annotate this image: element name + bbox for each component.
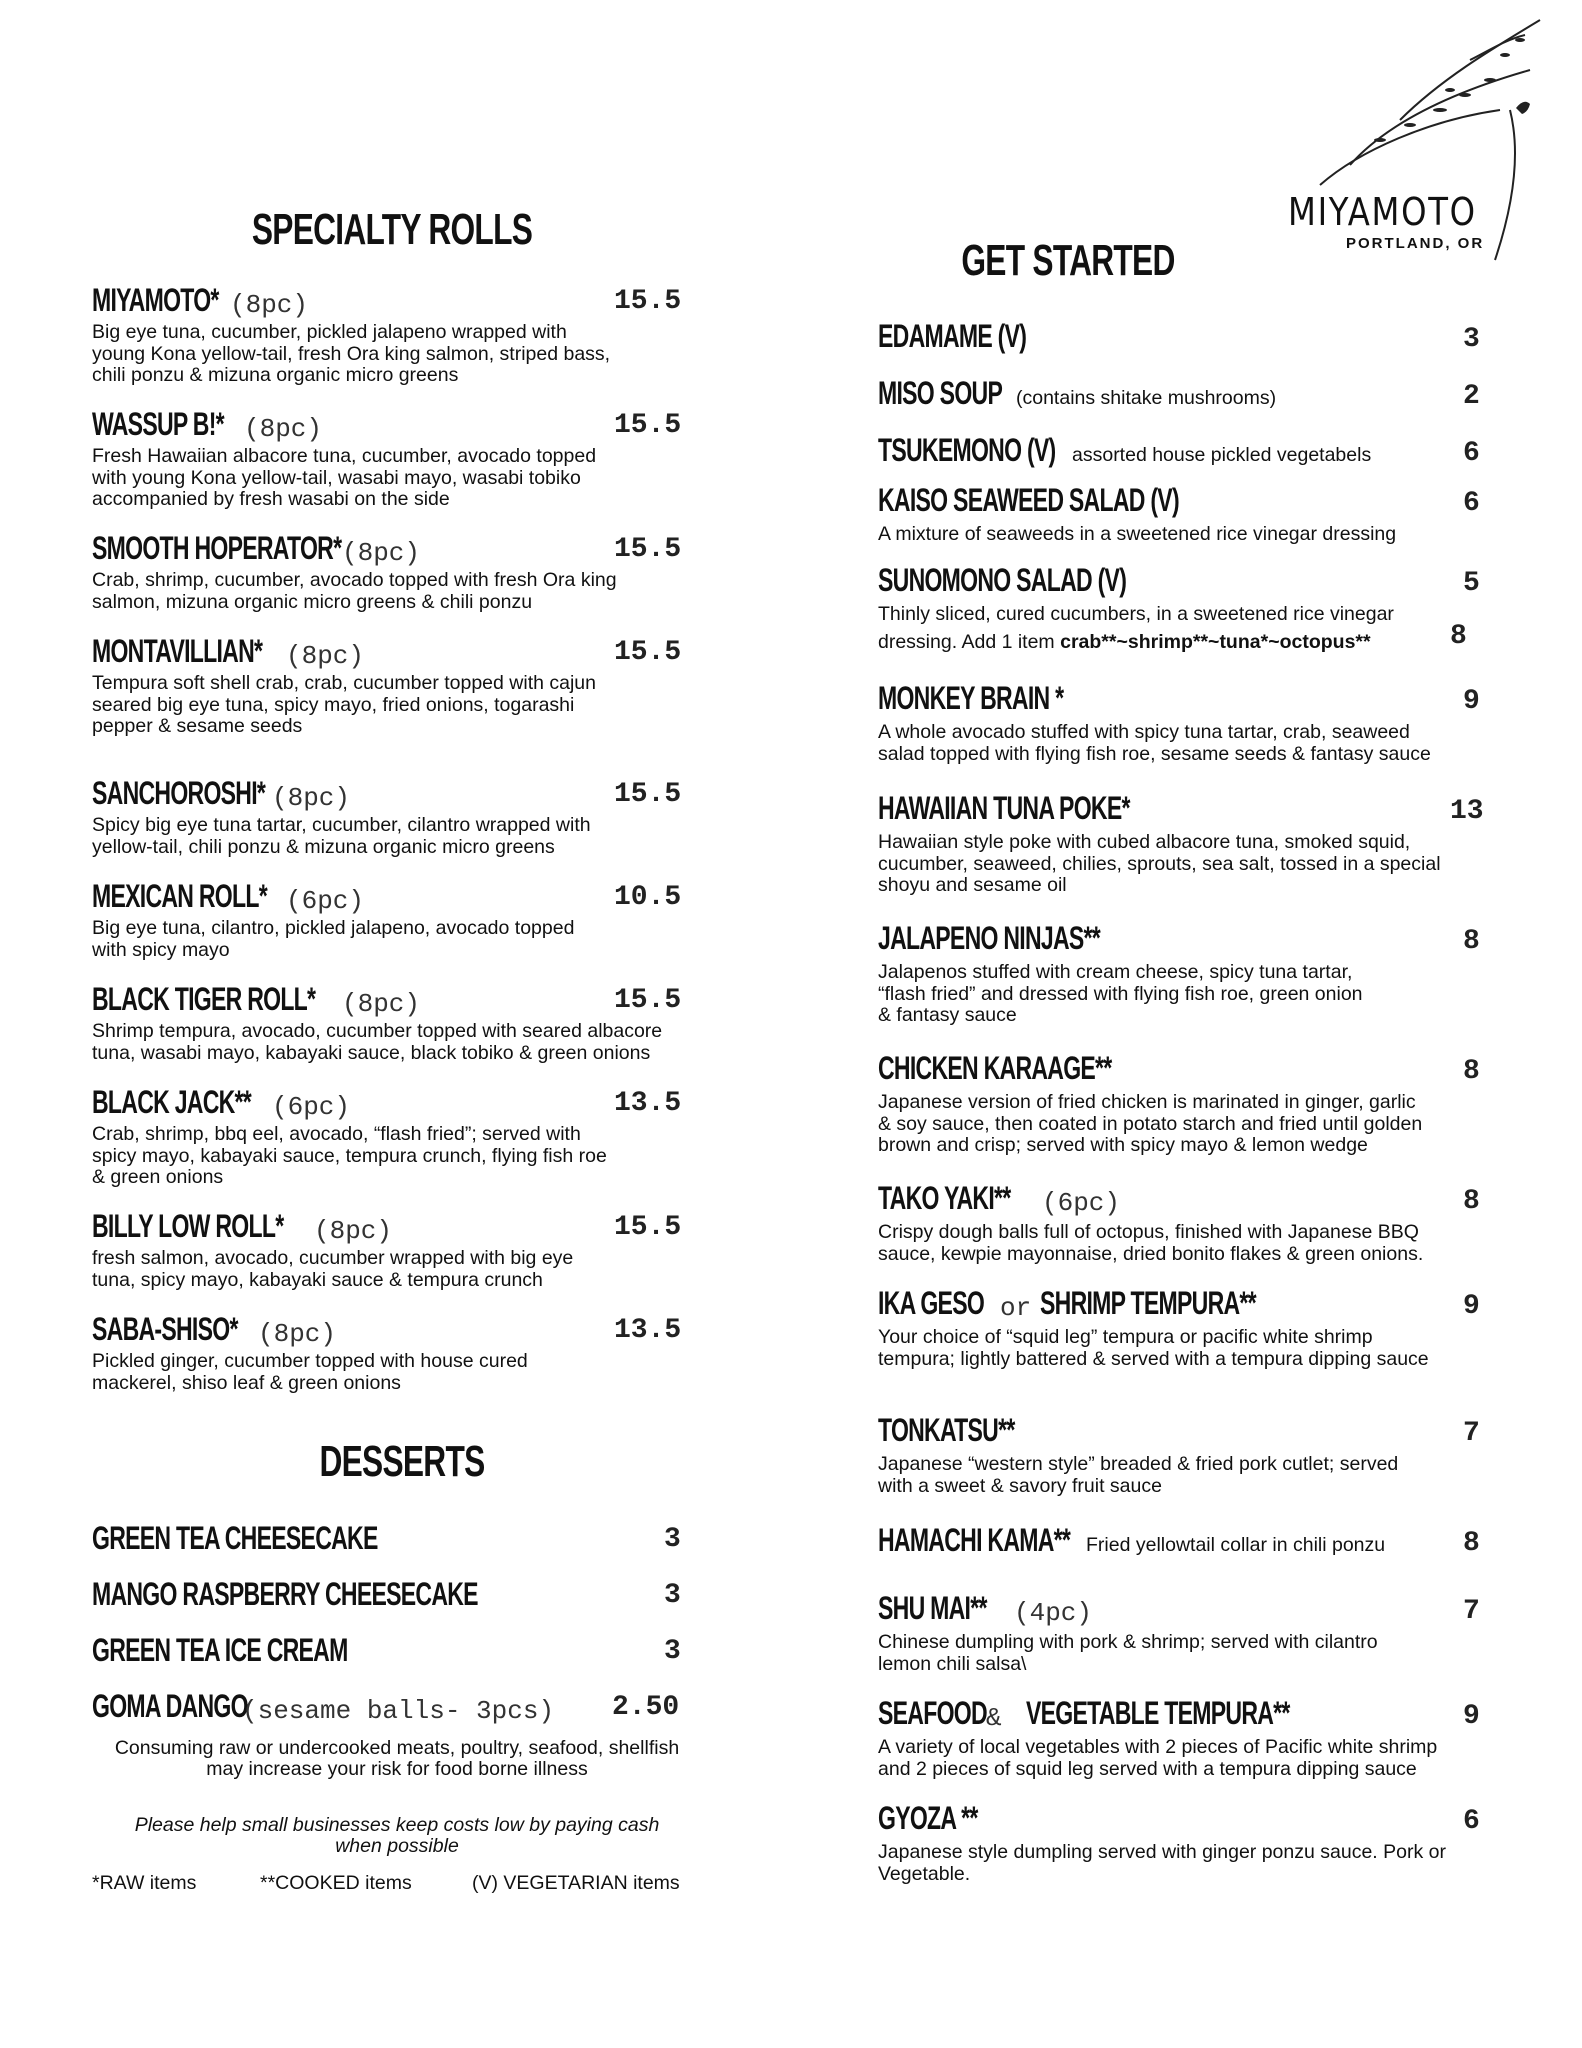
item-name: JALAPENO NINJAS** [878, 920, 1101, 956]
description-line: Hawaiian style poke with cubed albacore tuna, smoked squid, [878, 831, 1411, 853]
item-conjunction: or [1000, 1293, 1032, 1323]
logo-name: MIYAMOTO [1288, 190, 1477, 234]
item-price: 6 [1463, 438, 1480, 469]
item-header [92, 1632, 447, 1669]
description-line: Pickled ginger, cucumber topped with house cured [92, 1350, 528, 1372]
cash-note [92, 1815, 702, 1857]
item-name: BILLY LOW ROLL* [92, 1208, 284, 1244]
item-price: 7 [1463, 1596, 1480, 1627]
item-name: MIYAMOTO* [92, 282, 219, 318]
description-line: with young Kona yellow-tail, wasabi mayo, wasabi tobiko [92, 466, 581, 489]
item-description [878, 1092, 1488, 1157]
item-name: KAISO SEAWEED SALAD (V) [878, 482, 1179, 518]
item-price: 7 [1463, 1418, 1480, 1449]
item-name: SHU MAI** [878, 1590, 987, 1626]
item-header [878, 432, 1372, 469]
description-line: & green onions [92, 1166, 224, 1188]
description-line: yellow-tail, chili ponzu & mizuna organic micro greens [92, 835, 555, 858]
item-pieces: (8pc) [314, 1216, 393, 1246]
item-name: SMOOTH HOPERATOR* [92, 530, 342, 566]
item-name: MISO SOUP [878, 375, 1003, 411]
item-name: MONKEY BRAIN * [878, 680, 1064, 716]
description-line: Crab, shrimp, cucumber, avocado topped with fresh Ora king [92, 569, 617, 591]
item-header [878, 1180, 1121, 1218]
item-price: 15.5 [614, 410, 682, 441]
item-pieces: (8pc) [272, 783, 351, 813]
item-name: CHICKEN KARAAGE** [878, 1050, 1112, 1086]
item-header [92, 981, 421, 1019]
description-line: Vegetable. [878, 1862, 971, 1885]
item-header [878, 375, 1277, 412]
description-line: brown and crisp; served with spicy mayo & lemon wedge [878, 1134, 1368, 1156]
logo-location: PORTLAND, OR [1346, 235, 1485, 252]
item-header [878, 1800, 1016, 1837]
item-description [92, 322, 712, 387]
item-name: IKA GESO [878, 1285, 985, 1321]
item-description [878, 524, 1488, 546]
item-price: 9 [1463, 1291, 1480, 1322]
description-line: fresh salmon, avocado, cucumber wrapped with big eye [92, 1247, 574, 1269]
item-name: SEAFOOD [878, 1695, 987, 1731]
item-conjunction: & [986, 1703, 1002, 1733]
item-header [878, 1590, 1093, 1628]
item-name: HAWAIIAN TUNA POKE* [878, 790, 1130, 826]
item-name: MONTAVILLIAN* [92, 633, 263, 669]
item-header [92, 1520, 489, 1557]
item-name: GOMA DANGO [92, 1688, 248, 1724]
item-description [92, 1124, 712, 1189]
item-description [878, 1222, 1488, 1265]
item-header [878, 1412, 1068, 1449]
item-name: GREEN TEA CHEESECAKE [92, 1520, 378, 1556]
item-price: 15.5 [614, 534, 682, 565]
item-header [92, 282, 309, 320]
item-price: 8 [1463, 1186, 1480, 1217]
description-line: tuna, wasabi mayo, kabayaki sauce, black tobiko & green onions [92, 1041, 651, 1064]
item-header [92, 1084, 351, 1122]
item-name: GREEN TEA ICE CREAM [92, 1632, 348, 1668]
description-line: Big eye tuna, cilantro, pickled jalapeno, avocado topped [92, 917, 575, 939]
item-price: 13.5 [614, 1315, 682, 1346]
legend-vegetarian: (V) VEGETARIAN items [472, 1872, 680, 1894]
item-name-second: VEGETABLE TEMPURA** [1026, 1695, 1290, 1731]
item-price: 10.5 [614, 882, 682, 913]
item-header [92, 878, 365, 916]
item-name: WASSUP B!* [92, 406, 224, 442]
item-header [878, 1285, 1256, 1323]
description-line: Crispy dough balls full of octopus, finished with Japanese BBQ [878, 1221, 1419, 1243]
item-name: HAMACHI KAMA** [878, 1522, 1071, 1558]
description-line: spicy mayo, kabayaki sauce, tempura crunch, flying fish roe [92, 1144, 607, 1167]
description-line: Crab, shrimp, bbq eel, avocado, “flash fried”; served with [92, 1123, 581, 1145]
item-pieces: (6pc) [272, 1092, 351, 1122]
description-line: with a sweet & savory fruit sauce [878, 1474, 1162, 1497]
item-header [878, 1695, 1290, 1733]
description-line: Chinese dumpling with pork & shrimp; served with cilantro [878, 1631, 1378, 1653]
add-on-text: dressing. Add 1 item [878, 630, 1061, 653]
item-price: 15.5 [614, 779, 682, 810]
item-pieces: (8pc) [342, 989, 421, 1019]
item-price: 3 [664, 1580, 681, 1611]
get-started-title: GET STARTED [961, 236, 1175, 285]
description-line: Big eye tuna, cucumber, pickled jalapeno wrapped with [92, 321, 567, 343]
item-note: (sesame balls- 3pcs) [242, 1696, 555, 1726]
item-name: MEXICAN ROLL* [92, 878, 267, 914]
item-description [92, 673, 712, 738]
cash-note-line: when possible [335, 1835, 459, 1857]
description-line: salad topped with flying fish roe, sesame seeds & fantasy sauce [878, 742, 1431, 765]
description-line: Your choice of “squid leg” tempura or pacific white shrimp [878, 1326, 1373, 1348]
item-pieces: (8pc) [258, 1319, 337, 1349]
description-line: Spicy big eye tuna tartar, cucumber, cilantro wrapped with [92, 814, 591, 836]
item-price: 13 [1450, 796, 1484, 827]
item-header [92, 1576, 628, 1613]
desserts-title: DESSERTS [319, 1437, 485, 1486]
item-price: 8 [1463, 1056, 1480, 1087]
item-name: BLACK JACK** [92, 1084, 252, 1120]
description-line: Japanese “western style” breaded & fried pork cutlet; served [878, 1453, 1399, 1475]
description-line: A mixture of seaweeds in a sweetened rice vinegar dressing [878, 523, 1397, 545]
item-description [878, 1842, 1488, 1885]
item-name: SABA-SHISO* [92, 1311, 238, 1347]
item-name-second: SHRIMP TEMPURA** [1040, 1285, 1256, 1321]
item-price: 9 [1463, 686, 1480, 717]
item-price: 6 [1463, 488, 1480, 519]
item-header [92, 530, 438, 567]
description-line: A whole avocado stuffed with spicy tuna tartar, crab, seaweed [878, 721, 1410, 743]
description-line: lemon chili salsa\ [878, 1652, 1027, 1675]
item-name: MANGO RASPBERRY CHEESECAKE [92, 1576, 478, 1612]
description-line: salmon, mizuna organic micro greens & chili ponzu [92, 590, 533, 613]
warning-line: Consuming raw or undercooked meats, poultry, seafood, shellfish [114, 1737, 680, 1759]
item-header [878, 680, 1135, 717]
item-price: 15.5 [614, 637, 682, 668]
item-price: 15.5 [614, 286, 682, 317]
description-line: chili ponzu & mizuna organic micro greens [92, 364, 459, 386]
description-line: mackerel, shiso leaf & green onions [92, 1371, 401, 1394]
description-line: and 2 pieces of squid leg served with a tempura dipping sauce [878, 1757, 1417, 1780]
cash-note-line: Please help small businesses keep costs low by paying cash [134, 1814, 660, 1836]
item-name: GYOZA ** [878, 1800, 978, 1836]
item-price: 8 [1463, 1528, 1480, 1559]
item-price: 13.5 [614, 1088, 682, 1119]
item-header [878, 318, 1084, 355]
item-description [92, 570, 712, 613]
item-name: SUNOMONO SALAD (V) [878, 562, 1127, 598]
item-price: 8 [1463, 926, 1480, 957]
item-name: SANCHOROSHI* [92, 775, 266, 811]
item-name: TONKATSU** [878, 1412, 1015, 1448]
item-header [92, 1311, 337, 1349]
item-header [92, 1208, 393, 1246]
description-line: young Kona yellow-tail, fresh Ora king salmon, striped bass, [92, 342, 611, 365]
item-header [92, 633, 365, 671]
item-price: 6 [1463, 1806, 1480, 1837]
item-header [878, 1522, 1386, 1559]
item-pieces: (6pc) [1042, 1188, 1121, 1218]
description-line: & soy sauce, then coated in potato starch and fried until golden [878, 1112, 1423, 1135]
item-description [878, 722, 1488, 765]
description-line: tuna, spicy mayo, kabayaki sauce & tempura crunch [92, 1268, 543, 1291]
item-description [92, 446, 712, 511]
description-line: cucumber, seaweed, chilies, sprouts, sea salt, tossed in a special [878, 852, 1441, 875]
item-description [92, 815, 712, 858]
item-pieces: (8pc) [230, 290, 309, 320]
item-price: 2.50 [612, 1692, 680, 1723]
item-name: EDAMAME (V) [878, 318, 1027, 354]
item-price: 15.5 [614, 1212, 682, 1243]
item-header [878, 920, 1186, 957]
description-line: pepper & sesame seeds [92, 715, 303, 737]
item-name: TAKO YAKI** [878, 1180, 1011, 1216]
add-on-options: crab**~shrimp**~tuna*~octopus** [1060, 630, 1371, 653]
description-line: & fantasy sauce [878, 1004, 1017, 1026]
item-header [92, 406, 323, 444]
item-description [878, 1327, 1488, 1370]
item-header [878, 562, 1223, 599]
add-on-line [878, 620, 1488, 654]
item-pieces: (8pc) [286, 641, 365, 671]
description-line: sauce, kewpie mayonnaise, dried bonito flakes & green onions. [878, 1242, 1424, 1265]
item-price: 3 [664, 1636, 681, 1667]
item-description [92, 1248, 712, 1291]
description-line: “flash fried” and dressed with flying fish roe, green onion [878, 982, 1363, 1005]
description-line: with spicy mayo [92, 938, 230, 961]
description-line: A variety of local vegetables with 2 pieces of Pacific white shrimp [878, 1736, 1438, 1758]
item-header [92, 1688, 555, 1726]
item-description [92, 918, 712, 961]
item-description [92, 1351, 712, 1394]
item-description [878, 962, 1488, 1027]
item-header [92, 775, 351, 813]
description-line: shoyu and sesame oil [878, 874, 1067, 896]
item-description [878, 1454, 1488, 1497]
description-line: Thinly sliced, cured cucumbers, in a sweetened rice vinegar [878, 603, 1394, 625]
item-description [878, 1632, 1488, 1675]
item-pieces: (4pc) [1014, 1598, 1093, 1628]
item-inline-note: assorted house pickled vegetabels [1072, 444, 1372, 466]
item-pieces: (6pc) [286, 886, 365, 916]
restaurant-logo [1290, 0, 1550, 290]
item-name: TSUKEMONO (V) [878, 432, 1056, 468]
item-pieces: (8pc) [342, 538, 421, 568]
description-line: Shrimp tempura, avocado, cucumber topped with seared albacore [92, 1020, 663, 1042]
description-line: Jalapenos stuffed with cream cheese, spicy tuna tartar, [878, 961, 1353, 983]
specialty-rolls-title: SPECIALTY ROLLS [251, 205, 533, 254]
item-price: 5 [1463, 568, 1480, 599]
item-price: 2 [1463, 381, 1480, 412]
item-inline-note: (contains shitake mushrooms) [1016, 387, 1277, 409]
item-header [878, 482, 1296, 519]
description-line: Japanese version of fried chicken is marinated in ginger, garlic [878, 1091, 1416, 1113]
item-price: 3 [664, 1524, 681, 1555]
item-name: BLACK TIGER ROLL* [92, 981, 316, 1017]
legend-raw: *RAW items [92, 1872, 197, 1894]
add-on-price: 8 [1450, 620, 1467, 652]
item-inline-note: Fried yellowtail collar in chili ponzu [1086, 1534, 1386, 1556]
description-line: Fresh Hawaiian albacore tuna, cucumber, avocado topped [92, 445, 597, 467]
item-header [878, 790, 1228, 827]
warning-line: may increase your risk for food borne illness [206, 1758, 588, 1780]
item-price: 15.5 [614, 985, 682, 1016]
legend-cooked: **COOKED items [260, 1872, 412, 1894]
item-description [878, 1737, 1488, 1780]
description-line: Tempura soft shell crab, crab, cucumber topped with cajun [92, 672, 597, 694]
item-pieces: (8pc) [244, 414, 323, 444]
item-description [92, 1021, 712, 1064]
item-description [878, 604, 1488, 653]
food-safety-warning [92, 1738, 702, 1780]
description-line: tempura; lightly battered & served with a tempura dipping sauce [878, 1347, 1429, 1370]
description-line: accompanied by fresh wasabi on the side [92, 488, 450, 510]
description-line: seared big eye tuna, spicy mayo, fried onions, togarashi [92, 693, 575, 716]
item-price: 9 [1463, 1701, 1480, 1732]
item-price: 3 [1463, 324, 1480, 355]
item-description [878, 832, 1488, 897]
description-line: Japanese style dumpling served with ginger ponzu sauce. Pork or [878, 1841, 1446, 1863]
item-header [878, 1050, 1202, 1087]
